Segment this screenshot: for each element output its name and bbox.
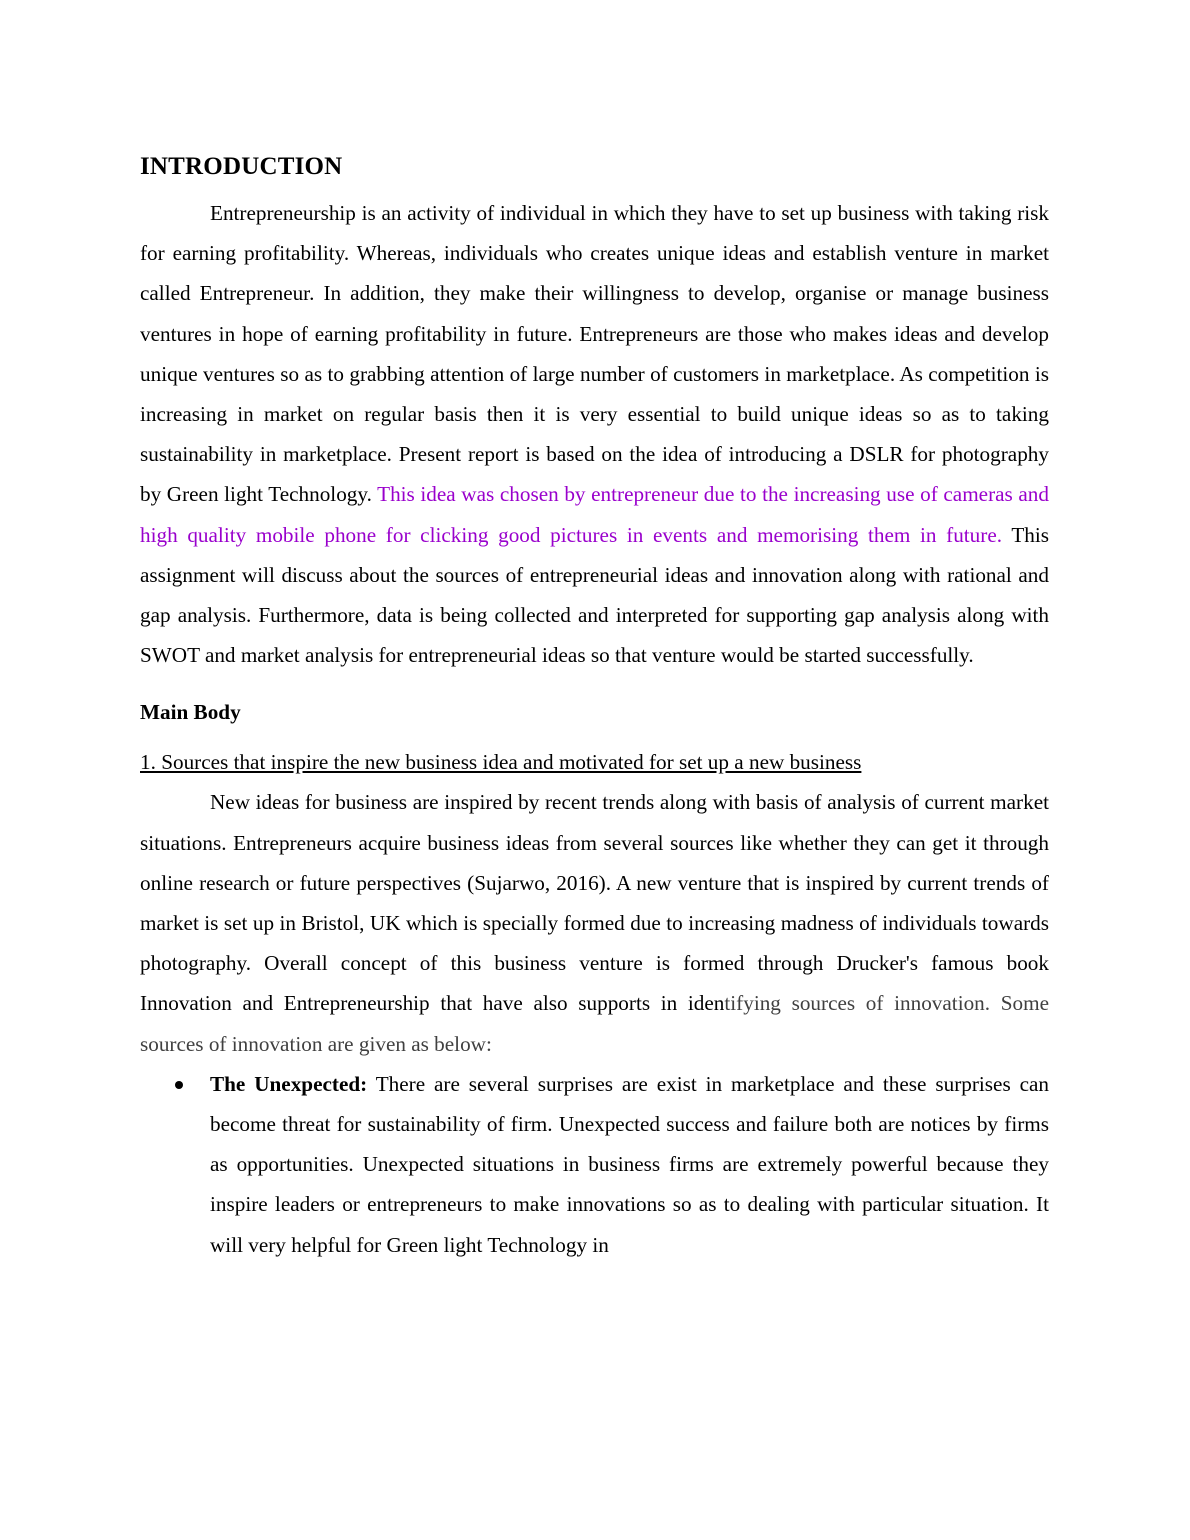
intro-paragraph: [140, 193, 1049, 675]
bullet-term: The Unexpected:: [210, 1071, 368, 1096]
bullet-text: There are several surprises are exist in marketplace and these surprises can become threat for sustainability of firm. Unexpected success and failure both are notices by firms as opportunities. Unexpected situations in business firms are extremely powerful because they inspire leaders or entrepreneurs to make innovations so as to dealing with particular situation. It will very helpful for Green light Technology in: [210, 1071, 1049, 1257]
section1-paragraph: [140, 782, 1049, 1063]
section1-text-part2: tifying sources of innovation. Some sources of innovation are given as below:: [140, 991, 1050, 1056]
section1-text-part1: New ideas for business are inspired by recent trends along with basis of analysis of current market situations. Entrepreneurs acquire business ideas from several sources like whether they can get it through online research or future perspectives (Sujarwo, 2016). A new venture that is inspired by current trends of market is set up in Bristol, UK which is specially formed due to increasing madness of individuals towards photography. Overall concept of this business venture is formed through Drucker's famous book Innovation and Entrepreneurship that have also supports in iden: [140, 790, 1049, 1016]
document-title: INTRODUCTION: [140, 153, 343, 180]
bullet-icon: [175, 1081, 183, 1089]
document-page: [140, 150, 1049, 1265]
intro-highlight-text: This idea was chosen by entrepreneur due to the increasing use of cameras and high quality mobile phone for clicking good pictures in events and memorising them in future.: [140, 482, 1049, 547]
sources-list: [140, 1064, 1049, 1265]
intro-text-part1: Entrepreneurship is an activity of individual in which they have to set up business with taking risk for earning profitability. Whereas, individuals who creates unique ideas and establish venture in market called Entrepreneur. In addition, they make their willingness to develop, organise or manage business ventures in hope of earning profitability in future. Entrepreneurs are those who makes ideas and develop unique ventures so as to grabbing attention of large number of customers in marketplace. As competition is increasing in market on regular basis then it is very essential to build unique ideas so as to taking sustainability in marketplace. Present report is based on the idea of introducing a DSLR for photography by Green light Technology.: [140, 201, 1049, 507]
section1-heading: 1. Sources that inspire the new business idea and motivated for set up a new business: [140, 750, 862, 775]
main-body-heading: Main Body: [140, 700, 241, 725]
intro-text-part2: This assignment will discuss about the sources of entrepreneurial ideas and innovation along with rational and gap analysis. Furthermore, data is being collected and interpreted for supporting gap analysis along with SWOT and market analysis for entrepreneurial ideas so that venture would be started successfully.: [140, 522, 1049, 668]
list-item: [210, 1064, 1049, 1265]
